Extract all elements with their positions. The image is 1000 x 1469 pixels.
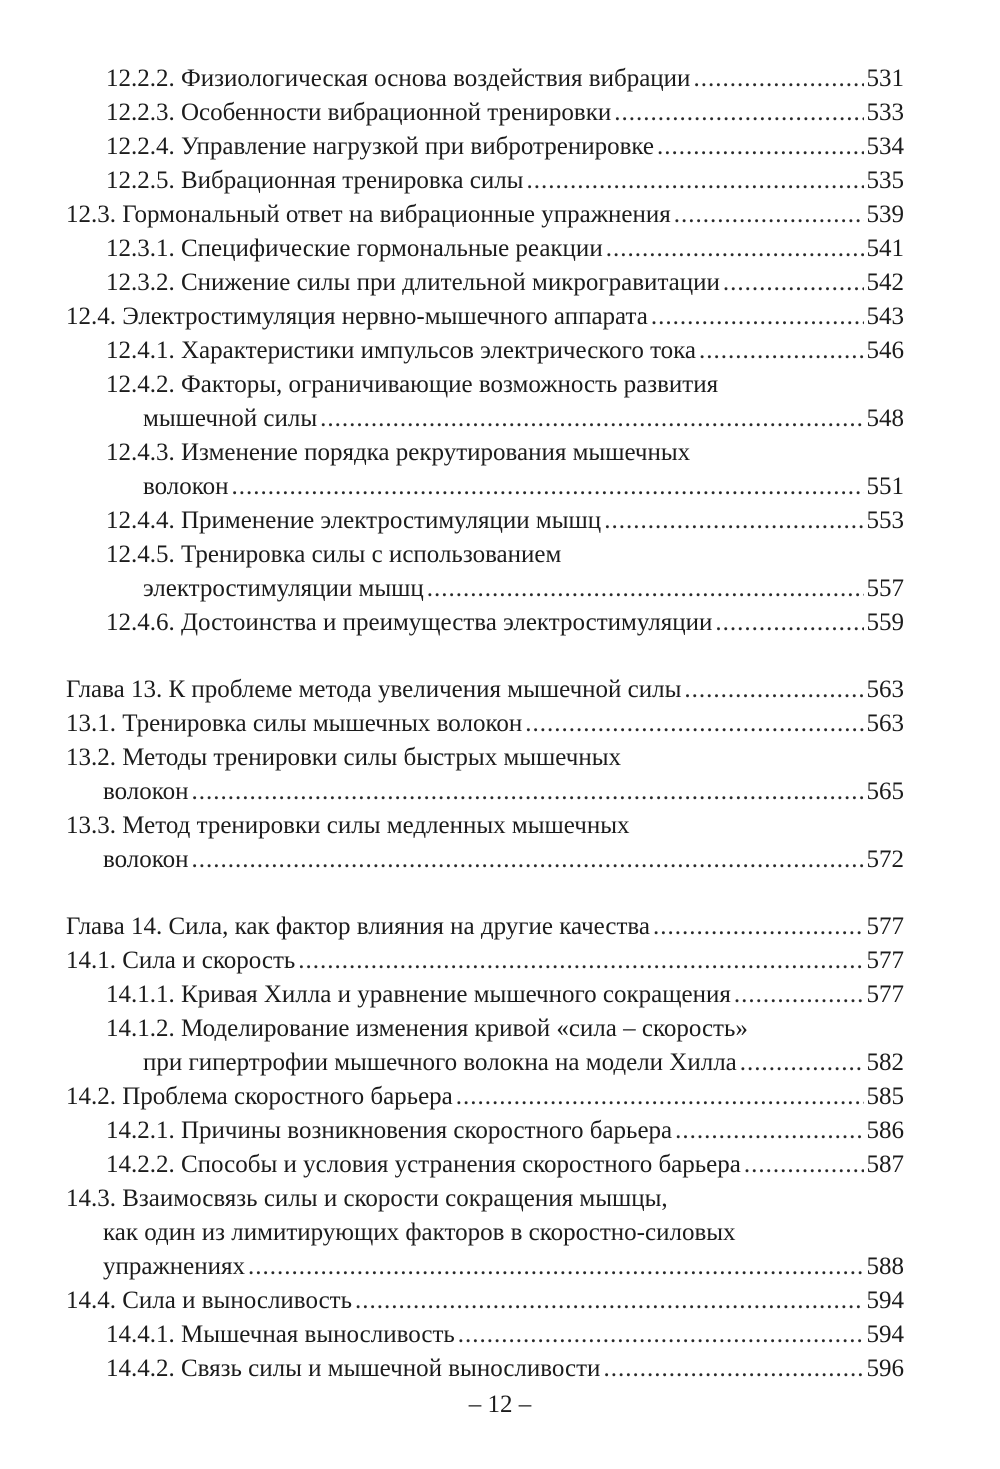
leader-dots — [693, 62, 863, 96]
toc-entry[interactable] — [66, 436, 904, 504]
toc-page-number: 565 — [866, 778, 904, 805]
leader-dots — [657, 130, 864, 164]
toc-entry-title: мышечной силы — [143, 405, 318, 432]
toc-entry-title: 14.4.1. Мышечная выносливость — [106, 1321, 455, 1348]
toc-page-number: 577 — [866, 913, 904, 940]
toc-page-number: 539 — [866, 201, 904, 228]
toc-page-number: 546 — [866, 337, 904, 364]
toc-entry-title: волокон — [103, 778, 189, 805]
toc-page-number: 557 — [866, 575, 904, 602]
toc-entry[interactable] — [66, 944, 904, 978]
toc-page-number: 596 — [866, 1355, 904, 1382]
toc-entry-title: 14.2. Проблема скоростного барьера — [66, 1083, 453, 1110]
toc-entry[interactable] — [66, 1318, 904, 1352]
toc-entry-title: 12.3. Гормональный ответ на вибрационные упражнения — [66, 201, 671, 228]
toc-entry[interactable] — [66, 1284, 904, 1318]
toc-entry[interactable] — [66, 910, 904, 944]
toc-entry[interactable] — [66, 1080, 904, 1114]
toc-entry[interactable] — [66, 232, 904, 266]
leader-dots — [298, 944, 863, 978]
toc-page-number: 551 — [866, 473, 904, 500]
toc-page-number: 563 — [866, 676, 904, 703]
toc-page-number: 543 — [866, 303, 904, 330]
leader-dots — [734, 978, 864, 1012]
toc-page-number: 548 — [866, 405, 904, 432]
leader-dots — [651, 300, 864, 334]
toc-page-number: 535 — [866, 167, 904, 194]
toc-entry-title: 12.2.3. Особенности вибрационной тренировки — [106, 99, 612, 126]
toc-entry-title: 14.2.2. Способы и условия устранения скоростного барьера — [106, 1151, 741, 1178]
toc-entry-title: как один из лимитирующих факторов в скоростно-силовых — [103, 1219, 736, 1246]
toc-entry[interactable] — [66, 62, 904, 96]
leader-dots — [653, 910, 864, 944]
leader-dots — [526, 164, 863, 198]
leader-dots — [744, 1148, 864, 1182]
toc-page-number: 577 — [866, 947, 904, 974]
toc-entry[interactable] — [66, 1148, 904, 1182]
leader-dots — [603, 1352, 863, 1386]
toc-entry[interactable] — [66, 1012, 904, 1080]
toc-page-number: 585 — [866, 1083, 904, 1110]
toc-entry-title: 12.4.6. Достоинства и преимущества электростимуляции — [106, 609, 713, 636]
leader-dots — [248, 1250, 864, 1284]
leader-dots — [192, 843, 864, 877]
leader-dots — [715, 606, 863, 640]
toc-entry-title: 12.4.1. Характеристики импульсов электрического тока — [106, 337, 697, 364]
toc-entry[interactable] — [66, 1182, 904, 1284]
toc-entry-title: 14.3. Взаимосвязь силы и скорости сокращения мышцы, — [66, 1185, 668, 1212]
leader-dots — [606, 232, 864, 266]
toc-page-number: 559 — [866, 609, 904, 636]
toc-page-number: 586 — [866, 1117, 904, 1144]
toc-entry-title: 14.4.2. Связь силы и мышечной выносливости — [106, 1355, 601, 1382]
toc-entry-title: 12.4.5. Тренировка силы с использованием — [106, 541, 562, 568]
toc-entry[interactable] — [66, 673, 904, 707]
toc-page-number: 588 — [866, 1253, 904, 1280]
toc-entry[interactable] — [66, 1352, 904, 1386]
toc-entry-title: 14.2.1. Причины возникновения скоростного барьера — [106, 1117, 673, 1144]
toc-entry[interactable] — [66, 809, 904, 877]
toc-entry-title: 12.4.3. Изменение порядка рекрутирования мышечных — [106, 439, 691, 466]
toc-entry[interactable] — [66, 198, 904, 232]
toc-entry[interactable] — [66, 978, 904, 1012]
leader-dots — [456, 1080, 864, 1114]
toc-entry[interactable] — [66, 130, 904, 164]
toc-entry-title: 13.2. Методы тренировки силы быстрых мышечных — [66, 744, 622, 771]
leader-dots — [458, 1318, 864, 1352]
toc-entry[interactable] — [66, 368, 904, 436]
toc-page-number: 531 — [866, 65, 904, 92]
toc-entry-title: 12.4. Электростимуляция нервно-мышечного аппарата — [66, 303, 648, 330]
toc-page-number: 563 — [866, 710, 904, 737]
section-gap — [66, 877, 904, 910]
toc-page-number: 533 — [866, 99, 904, 126]
leader-dots — [192, 775, 864, 809]
leader-dots — [525, 707, 863, 741]
leader-dots — [684, 673, 863, 707]
leader-dots — [320, 402, 863, 436]
toc-entry-title: волокон — [143, 473, 229, 500]
toc-entry-title: Глава 13. К проблеме метода увеличения мышечной силы — [66, 676, 682, 703]
leader-dots — [614, 96, 863, 130]
toc-entry[interactable] — [66, 606, 904, 640]
toc-entry[interactable] — [66, 266, 904, 300]
leader-dots — [604, 504, 863, 538]
toc-page-number: 541 — [866, 235, 904, 262]
table-of-contents — [66, 62, 904, 1386]
toc-page-number: 594 — [866, 1321, 904, 1348]
toc-entry-title: 12.3.1. Специфические гормональные реакции — [106, 235, 603, 262]
toc-entry-title: 12.4.2. Факторы, ограничивающие возможность развития — [106, 371, 719, 398]
toc-entry-title: 14.1.1. Кривая Хилла и уравнение мышечного сокращения — [106, 981, 731, 1008]
leader-dots — [427, 572, 864, 606]
toc-entry[interactable] — [66, 1114, 904, 1148]
toc-entry-title: 13.3. Метод тренировки силы медленных мышечных — [66, 812, 630, 839]
leader-dots — [355, 1284, 864, 1318]
toc-entry-title: 12.2.5. Вибрационная тренировка силы — [106, 167, 524, 194]
section-gap — [66, 640, 904, 673]
toc-entry-title: волокон — [103, 846, 189, 873]
toc-entry-title: 14.4. Сила и выносливость — [66, 1287, 352, 1314]
toc-entry[interactable] — [66, 300, 904, 334]
toc-entry-title: 12.3.2. Снижение силы при длительной микрогравитации — [106, 269, 720, 296]
leader-dots — [675, 1114, 863, 1148]
toc-entry[interactable] — [66, 334, 904, 368]
toc-page-number: 587 — [866, 1151, 904, 1178]
toc-entry-title: 12.2.2. Физиологическая основа воздействия вибрации — [106, 65, 691, 92]
toc-page-number: 534 — [866, 133, 904, 160]
toc-entry-title: при гипертрофии мышечного волокна на модели Хилла — [143, 1049, 737, 1076]
leader-dots — [674, 198, 864, 232]
toc-page-number: 572 — [866, 846, 904, 873]
toc-page-number: 582 — [866, 1049, 904, 1076]
toc-entry-title: 13.1. Тренировка силы мышечных волокон — [66, 710, 523, 737]
toc-entry-title: 14.1. Сила и скорость — [66, 947, 296, 974]
toc-entry[interactable] — [66, 707, 904, 741]
leader-dots — [740, 1046, 864, 1080]
leader-dots — [723, 266, 864, 300]
toc-entry[interactable] — [66, 164, 904, 198]
toc-entry-title: 14.1.2. Моделирование изменения кривой «сила – скорость» — [106, 1015, 748, 1042]
toc-entry-title: электростимуляции мышц — [143, 575, 424, 602]
toc-page-number: 542 — [866, 269, 904, 296]
toc-entry[interactable] — [66, 504, 904, 538]
toc-entry-title: 12.4.4. Применение электростимуляции мышц — [106, 507, 602, 534]
leader-dots — [699, 334, 863, 368]
toc-entry[interactable] — [66, 538, 904, 606]
toc-entry[interactable] — [66, 741, 904, 809]
toc-page-number: 577 — [866, 981, 904, 1008]
toc-entry-title: Глава 14. Сила, как фактор влияния на другие качества — [66, 913, 650, 940]
toc-page-number: 553 — [866, 507, 904, 534]
toc-entry-title: 12.2.4. Управление нагрузкой при вибротренировке — [106, 133, 654, 160]
toc-page-number: 594 — [866, 1287, 904, 1314]
leader-dots — [232, 470, 864, 504]
toc-entry[interactable] — [66, 96, 904, 130]
toc-entry-title: упражнениях — [103, 1253, 245, 1280]
page-number: – 12 – — [468, 1391, 532, 1418]
